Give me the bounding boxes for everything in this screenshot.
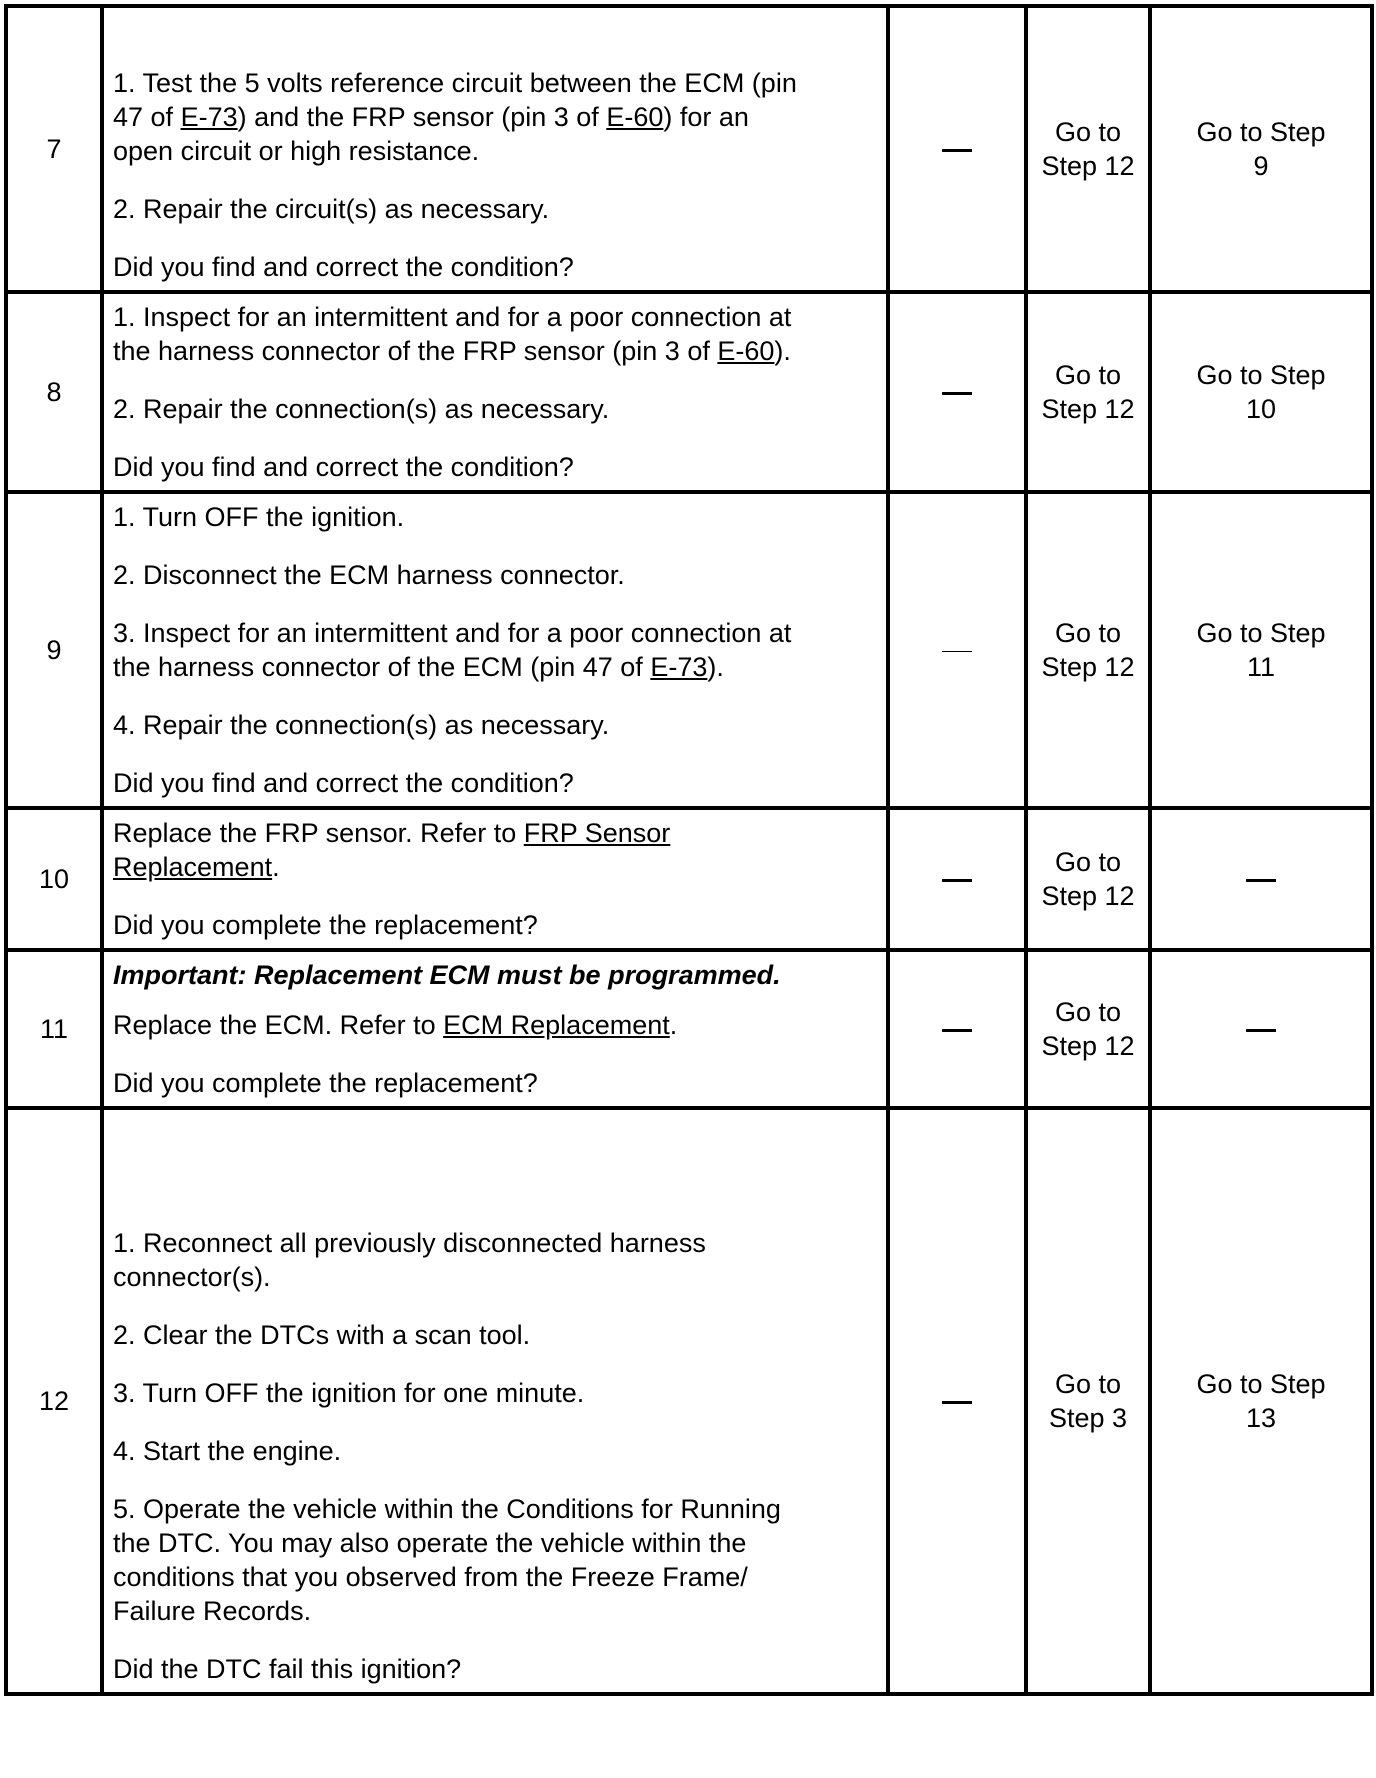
diagnostic-table — [4, 4, 1374, 1696]
yes-cell: Go to Step 12 — [1026, 808, 1150, 950]
action-line: 1. Inspect for an intermittent and for a poor connection at — [113, 302, 792, 332]
ecm-replacement-link[interactable]: ECM Replacement — [443, 1010, 670, 1040]
question-text: Did you complete the replacement? — [113, 1068, 538, 1098]
action-cell — [102, 950, 888, 1108]
step-number: 7 — [6, 6, 102, 292]
action-line: 47 of E-73) and the FRP sensor (pin 3 of E-60) for an — [113, 102, 749, 132]
question-text: Did you find and correct the condition? — [113, 252, 574, 282]
action-line: 3. Turn OFF the ignition for one minute. — [113, 1378, 585, 1408]
step-number: 8 — [6, 292, 102, 492]
no-cell — [1150, 950, 1372, 1108]
no-cell: Go to Step 10 — [1150, 292, 1372, 492]
question-text: Did you find and correct the condition? — [113, 768, 574, 798]
yes-cell: Go to Step 12 — [1026, 950, 1150, 1108]
dash-icon — [942, 879, 972, 882]
action-line: the DTC. You may also operate the vehicle within the — [113, 1528, 747, 1558]
yes-cell: Go to Step 12 — [1026, 492, 1150, 808]
action-cell — [102, 1108, 888, 1694]
frp-sensor-replacement-link[interactable]: Replacement — [113, 852, 273, 882]
action-line: 2. Clear the DTCs with a scan tool. — [113, 1320, 531, 1350]
table-row — [6, 492, 1372, 808]
action-line: conditions that you observed from the Freeze Frame/ — [113, 1562, 748, 1592]
action-line: 3. Inspect for an intermittent and for a poor connection at — [113, 618, 792, 648]
value-cell — [888, 950, 1026, 1108]
action-line: 1. Turn OFF the ignition. — [113, 502, 405, 532]
no-cell: Go to Step 9 — [1150, 6, 1372, 292]
table-row — [6, 292, 1372, 492]
frp-sensor-replacement-link[interactable]: FRP Sensor — [523, 818, 671, 848]
action-line: Replace the ECM. Refer to ECM Replacement. — [113, 1010, 678, 1040]
step-number: 12 — [6, 1108, 102, 1694]
value-cell — [888, 1108, 1026, 1694]
table-row — [6, 950, 1372, 1108]
action-line: the harness connector of the FRP sensor (pin 3 of E-60). — [113, 336, 791, 366]
action-line: 1. Test the 5 volts reference circuit between the ECM (pin — [113, 68, 797, 98]
value-cell — [888, 292, 1026, 492]
action-line: the harness connector of the ECM (pin 47 of E-73). — [113, 652, 724, 682]
dash-icon — [942, 1401, 972, 1404]
value-cell — [888, 6, 1026, 292]
action-line: 2. Repair the circuit(s) as necessary. — [113, 194, 550, 224]
action-line: Replace the FRP sensor. Refer to FRP Sensor — [113, 818, 671, 848]
dash-icon — [942, 149, 972, 152]
action-line: open circuit or high resistance. — [113, 136, 480, 166]
question-text: Did you complete the replacement? — [113, 910, 538, 940]
action-line: 5. Operate the vehicle within the Conditions for Running — [113, 1494, 781, 1524]
yes-cell: Go to Step 3 — [1026, 1108, 1150, 1694]
action-cell — [102, 6, 888, 292]
yes-cell: Go to Step 12 — [1026, 292, 1150, 492]
step-number: 11 — [6, 950, 102, 1108]
action-line: 2. Disconnect the ECM harness connector. — [113, 560, 625, 590]
table-row — [6, 1108, 1372, 1694]
connector-link-e60[interactable]: E-60 — [717, 336, 775, 366]
dash-icon — [1246, 879, 1276, 882]
connector-link-e73[interactable]: E-73 — [650, 652, 708, 682]
no-cell: Go to Step 11 — [1150, 492, 1372, 808]
connector-link-e60[interactable]: E-60 — [606, 102, 664, 132]
action-line: 4. Repair the connection(s) as necessary. — [113, 710, 610, 740]
dash-icon — [942, 651, 972, 652]
action-line: 2. Repair the connection(s) as necessary. — [113, 394, 610, 424]
connector-link-e73[interactable]: E-73 — [180, 102, 238, 132]
action-cell — [102, 492, 888, 808]
dash-icon — [942, 1029, 972, 1032]
action-line: Failure Records. — [113, 1596, 312, 1626]
dash-icon — [1246, 1029, 1276, 1032]
dash-icon — [942, 392, 972, 395]
table-row — [6, 6, 1372, 292]
yes-cell: Go to Step 12 — [1026, 6, 1150, 292]
important-note: Important: Replacement ECM must be programmed. — [113, 960, 781, 990]
value-cell — [888, 808, 1026, 950]
table-row — [6, 808, 1372, 950]
value-cell — [888, 492, 1026, 808]
step-number: 10 — [6, 808, 102, 950]
action-line: 1. Reconnect all previously disconnected harness — [113, 1228, 706, 1258]
action-line: Replacement. — [113, 852, 280, 882]
action-cell — [102, 292, 888, 492]
question-text: Did the DTC fail this ignition? — [113, 1654, 462, 1684]
no-cell: Go to Step 13 — [1150, 1108, 1372, 1694]
action-cell — [102, 808, 888, 950]
action-line: connector(s). — [113, 1262, 271, 1292]
step-number: 9 — [6, 492, 102, 808]
question-text: Did you find and correct the condition? — [113, 452, 574, 482]
no-cell — [1150, 808, 1372, 950]
action-line: 4. Start the engine. — [113, 1436, 342, 1466]
